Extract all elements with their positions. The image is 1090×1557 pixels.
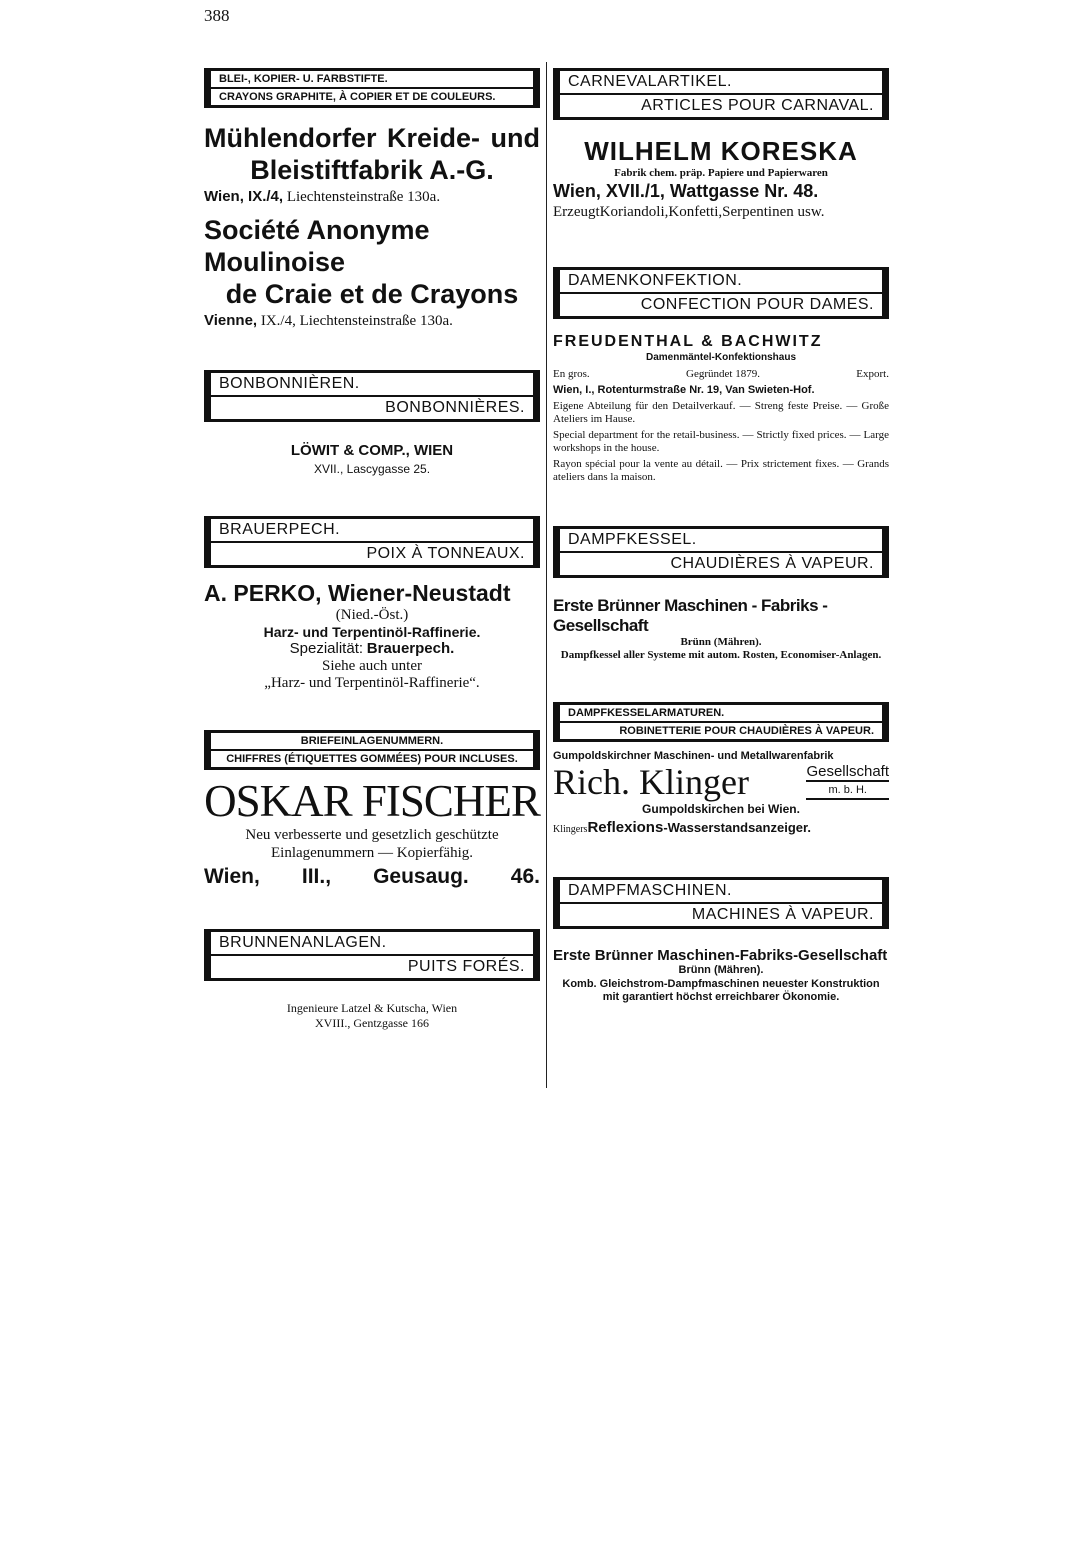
company-name: LÖWIT & COMP., WIEN — [290, 442, 454, 459]
address: Wien, XVII./1, Wattgasse Nr. 48. — [553, 181, 819, 201]
subtitle: Fabrik chem. präp. Papiere und Papierwaren — [614, 167, 828, 179]
header-fr: CONFECTION POUR DAMES. — [640, 296, 874, 313]
header-de: BRUNNENANLAGEN. — [211, 932, 533, 956]
top-line: Gumpoldskirchner Maschinen- und Metallwarenfabrik — [553, 750, 834, 762]
company-name: FREUDENTHAL & BACHWITZ — [553, 333, 823, 350]
right-column — [553, 62, 889, 1004]
header-de: DAMPFKESSELARMATUREN. — [560, 705, 882, 723]
address: Wien, I., Rotenturmstraße Nr. 19, Van Swieten-Hof. — [553, 384, 815, 396]
listing-koreska — [553, 136, 889, 221]
text-en: Special department for the retail-business. — Strictly fixed prices. — Large workshops in the house. — [553, 429, 889, 454]
header-de: BRIEFEINLAGENUMMERN. — [211, 733, 533, 751]
header-fr: MACHINES À VAPEUR. — [691, 906, 874, 923]
address-city: Vienne, — [204, 312, 258, 329]
header-box-dampfkessel — [553, 526, 889, 578]
company-name-fr-2: de Craie et de Crayons — [225, 279, 519, 309]
header-de: DAMPFMASCHINEN. — [560, 880, 882, 904]
company-name-fr-1: Société Anonyme Moulinoise — [204, 215, 430, 277]
header-fr: ARTICLES POUR CARNAVAL. — [641, 97, 874, 114]
address-street: IX./4, Liechtensteinstraße 130a. — [260, 313, 453, 329]
header-fr: BONBONNIÈRES. — [385, 399, 525, 416]
header-de: DAMPFKESSEL. — [560, 529, 882, 553]
products: ErzeugtKoriandoli,Konfetti,Serpentinen usw. — [553, 204, 825, 220]
line-1: Harz- und Terpentinöl-Raffinerie. — [263, 624, 481, 640]
subtitle: Damenmäntel-Konfektionshaus — [645, 352, 797, 363]
description: Dampfkessel aller Systeme mit autom. Rosten, Economiser-Anlagen. — [560, 649, 882, 661]
listing-loewit — [204, 442, 540, 476]
left-column — [204, 62, 540, 1031]
company-line: Ingenieure Latzel & Kutscha, Wien — [286, 1001, 458, 1015]
company-name-de-2: Bleistiftfabrik A.-G. — [250, 155, 494, 185]
header-de: BONBONNIÈREN. — [211, 373, 533, 397]
product-bold: Reflexions — [587, 819, 664, 836]
header-box-briefeinlagen — [204, 730, 540, 770]
header-box-blei — [204, 68, 540, 108]
text-de: Eigene Abteilung für den Detailverkauf. — Streng feste Preise. — Große Ateliers im Hause. — [553, 400, 889, 425]
city: Brünn (Mähren). — [680, 636, 762, 648]
listing-muehlendorfer — [204, 122, 540, 330]
address: XVIII., Gentzgasse 166 — [315, 1016, 429, 1030]
line-3: Siehe auch unter — [322, 658, 422, 674]
header-de: DAMENKONFEKTION. — [560, 270, 882, 294]
listing-fischer — [204, 776, 540, 889]
company-name: Rich. Klinger — [553, 762, 749, 802]
listing-freudenthal — [553, 333, 889, 484]
page-number: 388 — [204, 6, 230, 25]
header-box-carneval — [553, 68, 889, 120]
specialty-value: Brauerpech. — [366, 640, 455, 657]
product-post: -Wasserstandsanzeiger. — [663, 820, 811, 835]
company-name: A. PERKO, Wiener-Neustadt — [204, 580, 511, 606]
address: XVII., Lascygasse 25. — [313, 462, 431, 476]
header-box-brauerpech — [204, 516, 540, 568]
product-pre: Klingers — [553, 824, 588, 835]
listing-perko — [204, 580, 540, 692]
header-fr: CHIFFRES (ÉTIQUETTES GOMMÉES) POUR INCLUSES. — [226, 753, 518, 765]
header-box-armaturen — [553, 702, 889, 742]
header-box-bonbon — [204, 370, 540, 422]
info-right: Export. — [856, 368, 889, 380]
header-fr: CRAYONS GRAPHITE, À COPIER ET DE COULEURS. — [219, 91, 496, 103]
text-fr: Rayon spécial pour la vente au détail. — Prix strictement fixes. — Grands ateliers dans la maison. — [553, 458, 889, 483]
info-mid: Gegründet 1879. — [686, 368, 760, 380]
line-4: „Harz- und Terpentinöl-Raffinerie“. — [264, 675, 480, 691]
company-name: Erste Brünner Maschinen-Fabriks-Gesellschaft — [553, 947, 888, 964]
header-box-damen — [553, 267, 889, 319]
specialty-label: Spezialität: — [289, 640, 364, 657]
header-box-brunnen — [204, 929, 540, 981]
listing-latzel — [204, 1001, 540, 1031]
description: Neu verbesserte und gesetzlich geschützte Einlagenummern — Kopierfähig. — [245, 827, 499, 861]
header-box-dampfmaschinen — [553, 877, 889, 929]
address-city: Wien, IX./4, — [204, 188, 284, 205]
header-de: BRAUERPECH. — [211, 519, 533, 543]
column-divider — [546, 62, 547, 1088]
region: (Nied.-Öst.) — [335, 607, 409, 623]
header-fr: POIX À TONNEAUX. — [366, 545, 525, 562]
company-name-de-1: Mühlendorfer Kreide- und — [204, 123, 540, 153]
company-name: WILHELM KORESKA — [584, 136, 858, 166]
header-de: CARNEVALARTIKEL. — [560, 71, 882, 95]
header-fr: ROBINETTERIE POUR CHAUDIÈRES À VAPEUR. — [619, 725, 874, 737]
header-fr: PUITS FORÉS. — [407, 958, 525, 975]
suffix-2: m. b. H. — [806, 780, 889, 800]
header-fr: CHAUDIÈRES À VAPEUR. — [670, 555, 874, 572]
info-left: En gros. — [553, 368, 590, 380]
city: Gumpoldskirchen bei Wien. — [642, 802, 800, 816]
city: Brünn (Mähren). — [678, 964, 764, 976]
listing-bruenner-kessel — [553, 596, 889, 662]
address: Wien, III., Geusaug. 46. — [204, 865, 540, 888]
listing-bruenner-maschinen — [553, 947, 889, 1004]
company-name: OSKAR FISCHER — [204, 776, 540, 826]
listing-klinger — [553, 750, 889, 837]
company-name: Erste Brünner Maschinen - Fabriks - Gesellschaft — [553, 596, 828, 635]
description: Komb. Gleichstrom-Dampfmaschinen neuester Konstruktion mit garantiert höchst erreichbarer Ökonomie. — [562, 978, 880, 1003]
suffix-1: Gesellschaft — [806, 763, 889, 780]
header-de: BLEI-, KOPIER- U. FARBSTIFTE. — [211, 71, 533, 89]
address-street: Liechtensteinstraße 130a. — [286, 189, 441, 205]
